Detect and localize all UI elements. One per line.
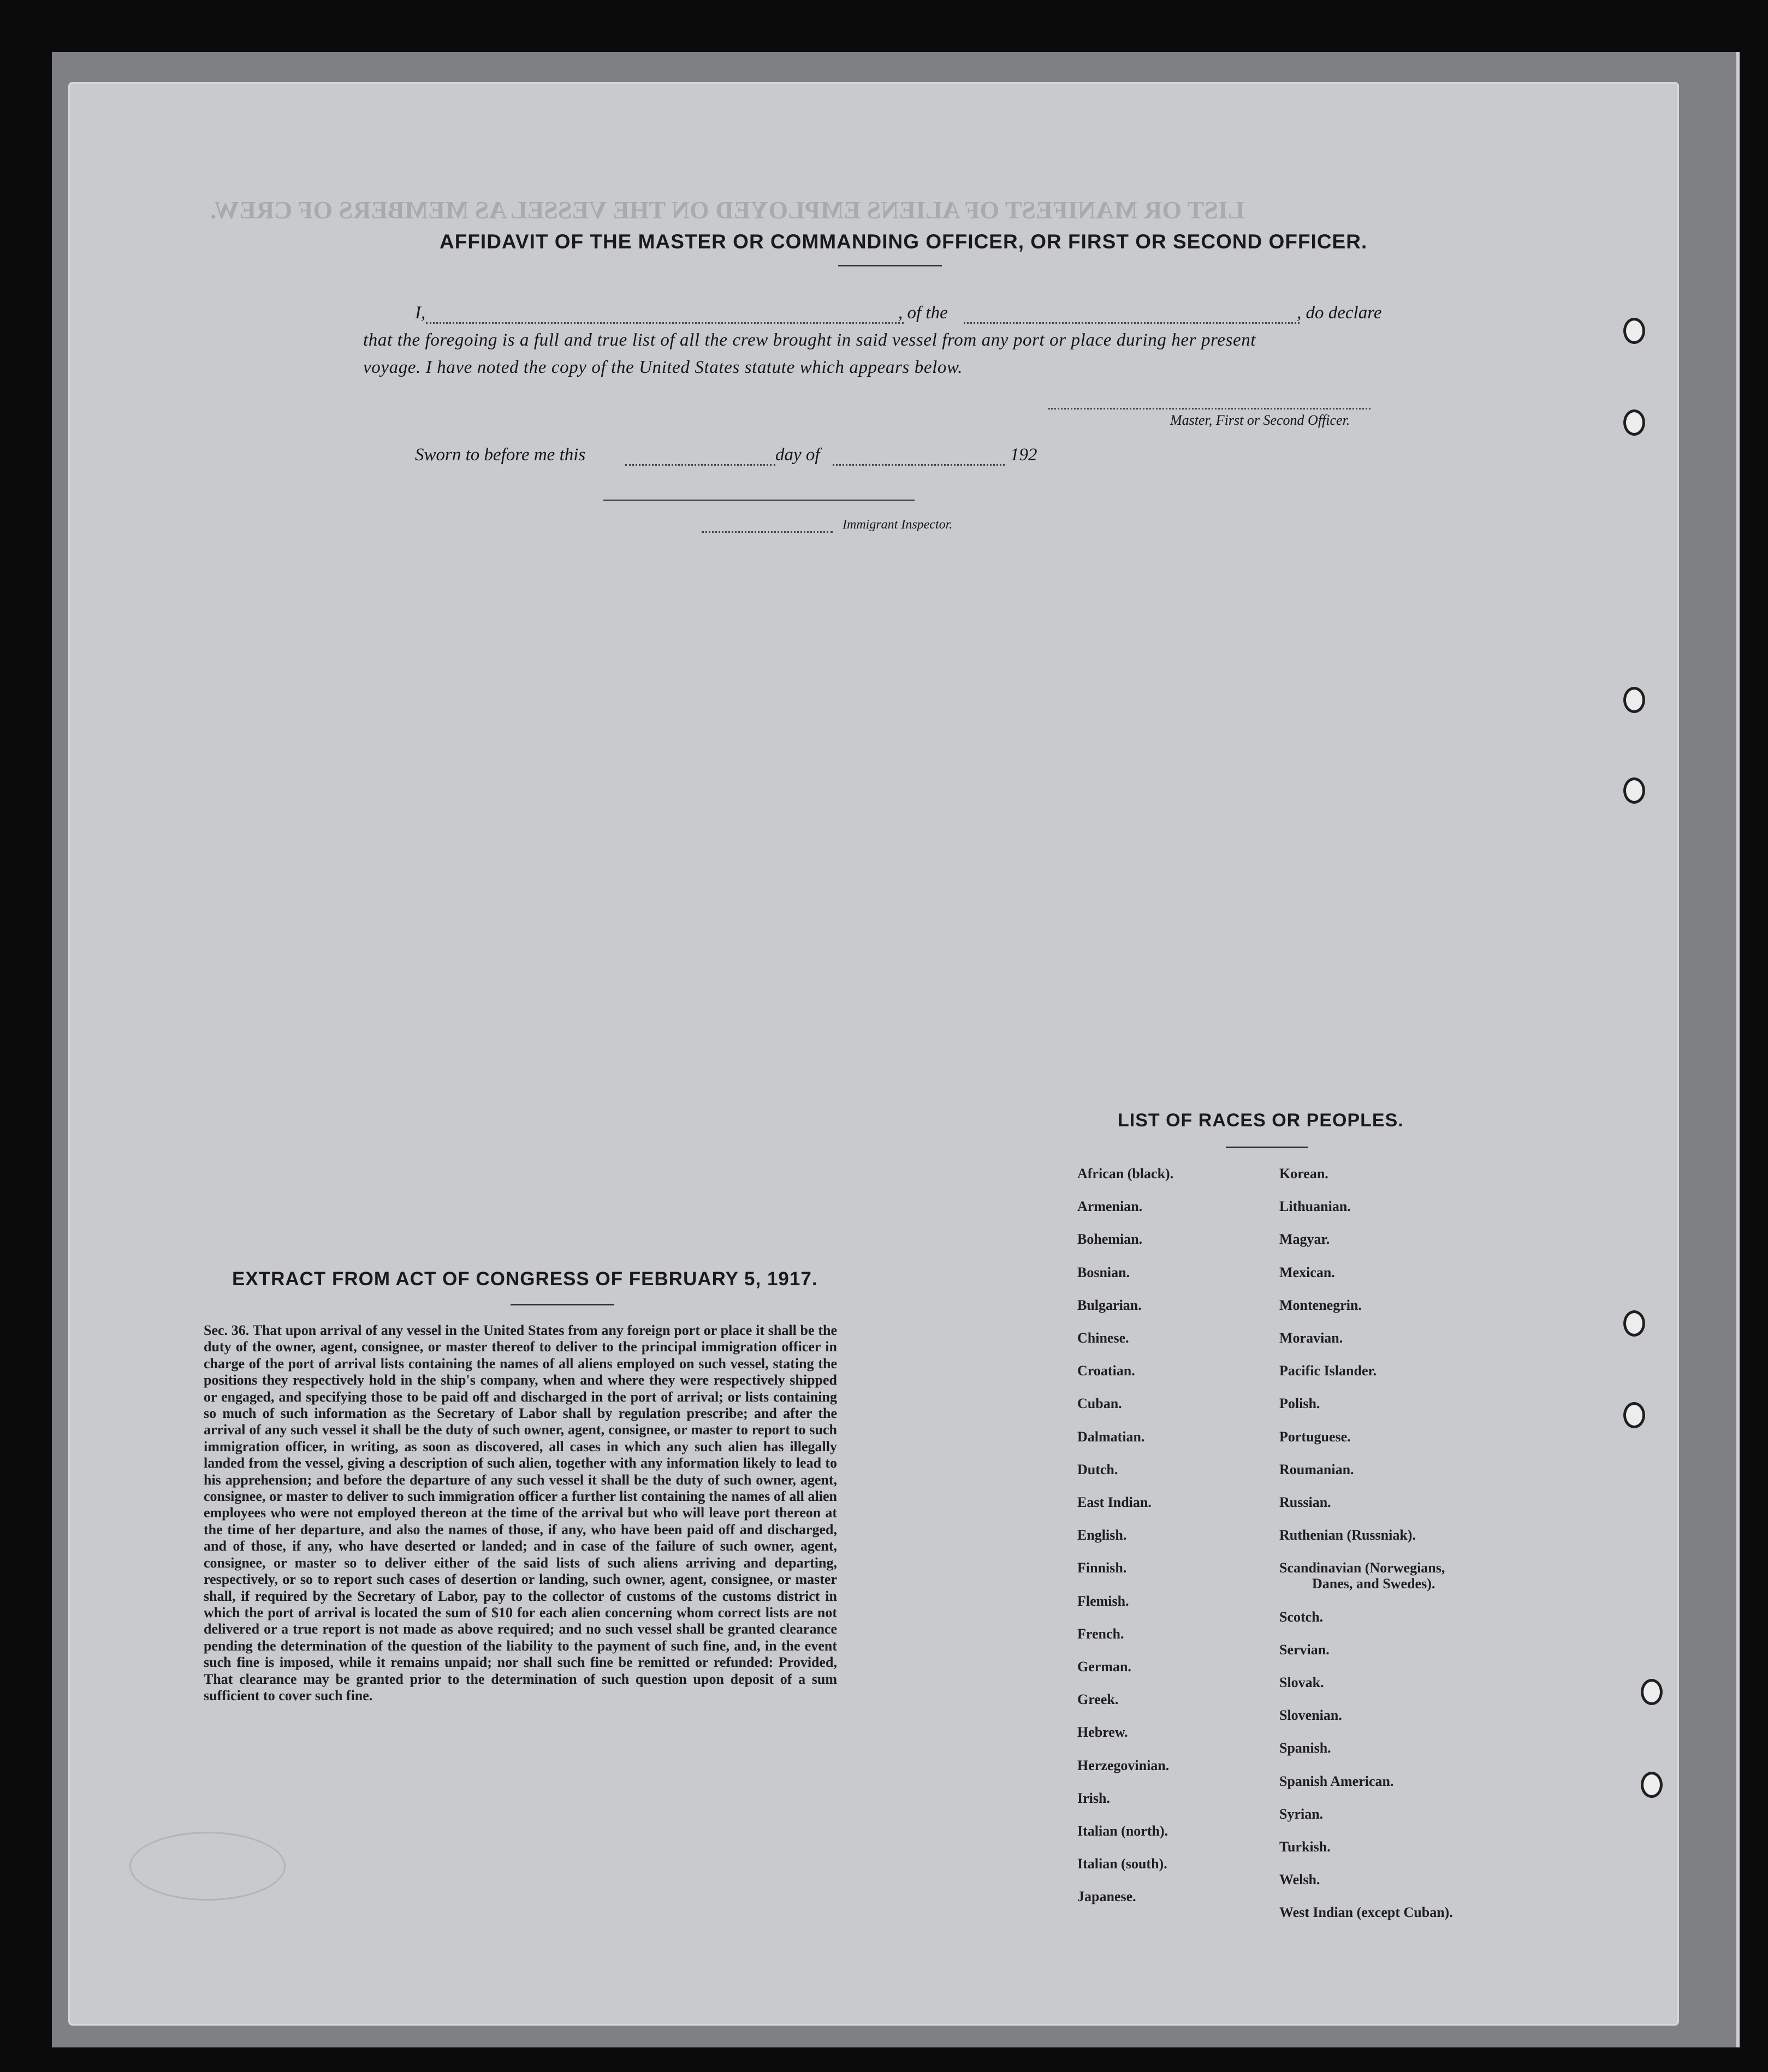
officer-signature-field[interactable] — [1048, 408, 1371, 409]
affidavit-line1-end: , do declare — [1297, 303, 1382, 323]
affidavit-line3: voyage. I have noted the copy of the United States statute which appears below. — [363, 358, 963, 377]
race-entry: Finnish. — [1077, 1560, 1127, 1576]
extract-title: EXTRACT FROM ACT OF CONGRESS OF FEBRUARY 5, 1917. — [232, 1268, 818, 1290]
extract-section-36: Sec. 36. That upon arrival of any vessel in the United States from any foreign port or place it shall be the duty of the owner, agent, consignee, or master thereof to deliver to the principal immigration officer in charge of the port of arrival lists containing the names of all aliens employed on such vessel, stating the positions they respectively hold in the ship's company, when and where they were respectively shipped or engaged, and specifying those to be paid off and discharged in the port of arrival; or lists containing so much of such information as the Secretary of Labor shall by regulation prescribe; and after the arrival of any such vessel it shall be the duty of such owner, agent, consignee, or master to report to such immigration officer, in writing, as soon as discovered, all cases in which any such alien has illegally landed from the vessel, giving a description of such alien, together with any information likely to lead to his apprehension; and before the departure of any such vessel it shall be the duty of such owner, agent, consignee, or master to deliver to such immigration officer a further list containing the names of all alien employees who were not employed thereon at the time of the arrival but who will leave port thereon at the time of her departure, and also the names of those, if any, who have been paid off and discharged, and of those, if any, who have deserted or landed; and in case of the failure of such owner, agent, consignee, or master so to deliver either of the said lists of such aliens arriving and departing, respectively, or so to report such cases of desertion or landing, such owner, agent, consignee, or master shall, if required by the Secretary of Labor, pay to the collector of customs of the customs district in which the port of arrival is located the sum of $10 for each alien concerning whom correct lists are not delivered or a true report is not made as above required; and no such vessel shall be granted clearance pending the determination of the question of the liability to the payment of such fine, and, in the event such fine is imposed, while it remains unpaid; nor shall such fine be remitted or refunded: Provided, That clearance may be granted prior to the determination of such question upon deposit of a sum sufficient to cover such fine. — [204, 1322, 837, 1703]
race-entry: Montenegrin. — [1279, 1297, 1362, 1313]
binder-hole — [1623, 777, 1645, 804]
document-page — [68, 82, 1679, 2026]
race-entry: Turkish. — [1279, 1839, 1331, 1855]
race-entry: Slovenian. — [1279, 1707, 1342, 1724]
race-entry: Moravian. — [1279, 1330, 1343, 1346]
affidavit-line2: that the foregoing is a full and true list of all the crew brought in said vessel from any port or place during her present — [363, 330, 1256, 350]
race-entry: Polish. — [1279, 1396, 1320, 1412]
race-entry: Pacific Islander. — [1279, 1363, 1377, 1379]
binder-hole — [1623, 409, 1645, 436]
affidavit-title-rule — [838, 265, 942, 266]
race-entry: Danes, and Swedes). — [1312, 1576, 1435, 1592]
race-entry: Portuguese. — [1279, 1428, 1351, 1445]
signature-label: Master, First or Second Officer. — [1170, 412, 1350, 428]
race-entry: Italian (north). — [1077, 1823, 1168, 1839]
race-entry: Irish. — [1077, 1790, 1110, 1806]
sworn-year: 192 — [1010, 445, 1037, 465]
binder-hole — [1641, 1772, 1663, 1798]
race-entry: Mexican. — [1279, 1264, 1335, 1280]
race-entry: Croatian. — [1077, 1363, 1135, 1379]
race-entry: Lithuanian. — [1279, 1198, 1351, 1215]
race-entry: Bulgarian. — [1077, 1297, 1142, 1313]
race-entry: Scandinavian (Norwegians, — [1279, 1560, 1445, 1576]
sworn-text-mid: day of — [775, 445, 820, 465]
binder-hole — [1623, 318, 1645, 344]
race-entry: Dutch. — [1077, 1461, 1118, 1477]
inspector-label: Immigrant Inspector. — [843, 518, 953, 532]
affidavit-line1-start: I, — [415, 303, 426, 323]
race-entry: French. — [1077, 1625, 1124, 1642]
race-entry: Japanese. — [1077, 1889, 1136, 1905]
race-entry: Spanish. — [1279, 1740, 1331, 1756]
sworn-divider-rule — [603, 500, 915, 501]
race-entry: Roumanian. — [1279, 1461, 1354, 1477]
race-entry: Dalmatian. — [1077, 1428, 1145, 1445]
race-entry: Welsh. — [1279, 1872, 1320, 1888]
race-entry: Chinese. — [1077, 1330, 1129, 1346]
race-entry: Slovak. — [1279, 1675, 1324, 1690]
master-name-field[interactable] — [426, 322, 904, 324]
binder-hole — [1623, 1310, 1645, 1337]
race-entry: Armenian. — [1077, 1198, 1143, 1215]
inspector-signature-field[interactable] — [702, 531, 833, 533]
race-entry: Scotch. — [1279, 1608, 1324, 1625]
race-entry: Bosnian. — [1077, 1264, 1130, 1280]
race-entry: Syrian. — [1279, 1806, 1324, 1822]
race-entry: German. — [1077, 1659, 1131, 1675]
race-entry: West Indian (except Cuban). — [1279, 1904, 1453, 1921]
race-entry: Herzegovinian. — [1077, 1757, 1170, 1773]
race-entry: Greek. — [1077, 1691, 1119, 1708]
binder-hole — [1623, 687, 1645, 713]
race-entry: Servian. — [1279, 1641, 1330, 1658]
binder-hole — [1623, 1402, 1645, 1428]
sworn-month-field[interactable] — [833, 464, 1005, 466]
race-entry: Bohemian. — [1077, 1231, 1143, 1248]
extract-title-rule — [511, 1304, 614, 1305]
race-entry: African (black). — [1077, 1166, 1174, 1182]
race-entry: Magyar. — [1279, 1231, 1330, 1248]
faded-stamp — [129, 1832, 286, 1901]
affidavit-title: AFFIDAVIT OF THE MASTER OR COMMANDING OFFICER, OR FIRST OR SECOND OFFICER. — [440, 230, 1368, 253]
race-entry: East Indian. — [1077, 1494, 1152, 1510]
race-entry: English. — [1077, 1527, 1127, 1543]
race-entry: Ruthenian (Russniak). — [1279, 1527, 1416, 1543]
sworn-text-start: Sworn to before me this — [415, 445, 586, 465]
race-entry: Italian (south). — [1077, 1856, 1167, 1872]
race-entry: Spanish American. — [1279, 1773, 1394, 1789]
race-entry: Flemish. — [1077, 1593, 1129, 1609]
sworn-day-field[interactable] — [625, 464, 775, 466]
race-entry: Russian. — [1279, 1494, 1331, 1510]
race-entry: Korean. — [1279, 1166, 1328, 1182]
races-title-rule — [1226, 1147, 1308, 1148]
vessel-name-field[interactable] — [964, 322, 1300, 324]
race-entry: Cuban. — [1077, 1396, 1122, 1412]
affidavit-line1-mid: , of the — [898, 303, 948, 323]
races-title: LIST OF RACES OR PEOPLES. — [1118, 1110, 1404, 1131]
race-entry: Hebrew. — [1077, 1724, 1128, 1741]
binder-hole — [1641, 1679, 1663, 1705]
bleed-through-title: LIST OR MANIFEST OF ALIENS EMPLOYED ON THE VESSEL AS MEMBERS OF CREW. — [210, 196, 1245, 224]
